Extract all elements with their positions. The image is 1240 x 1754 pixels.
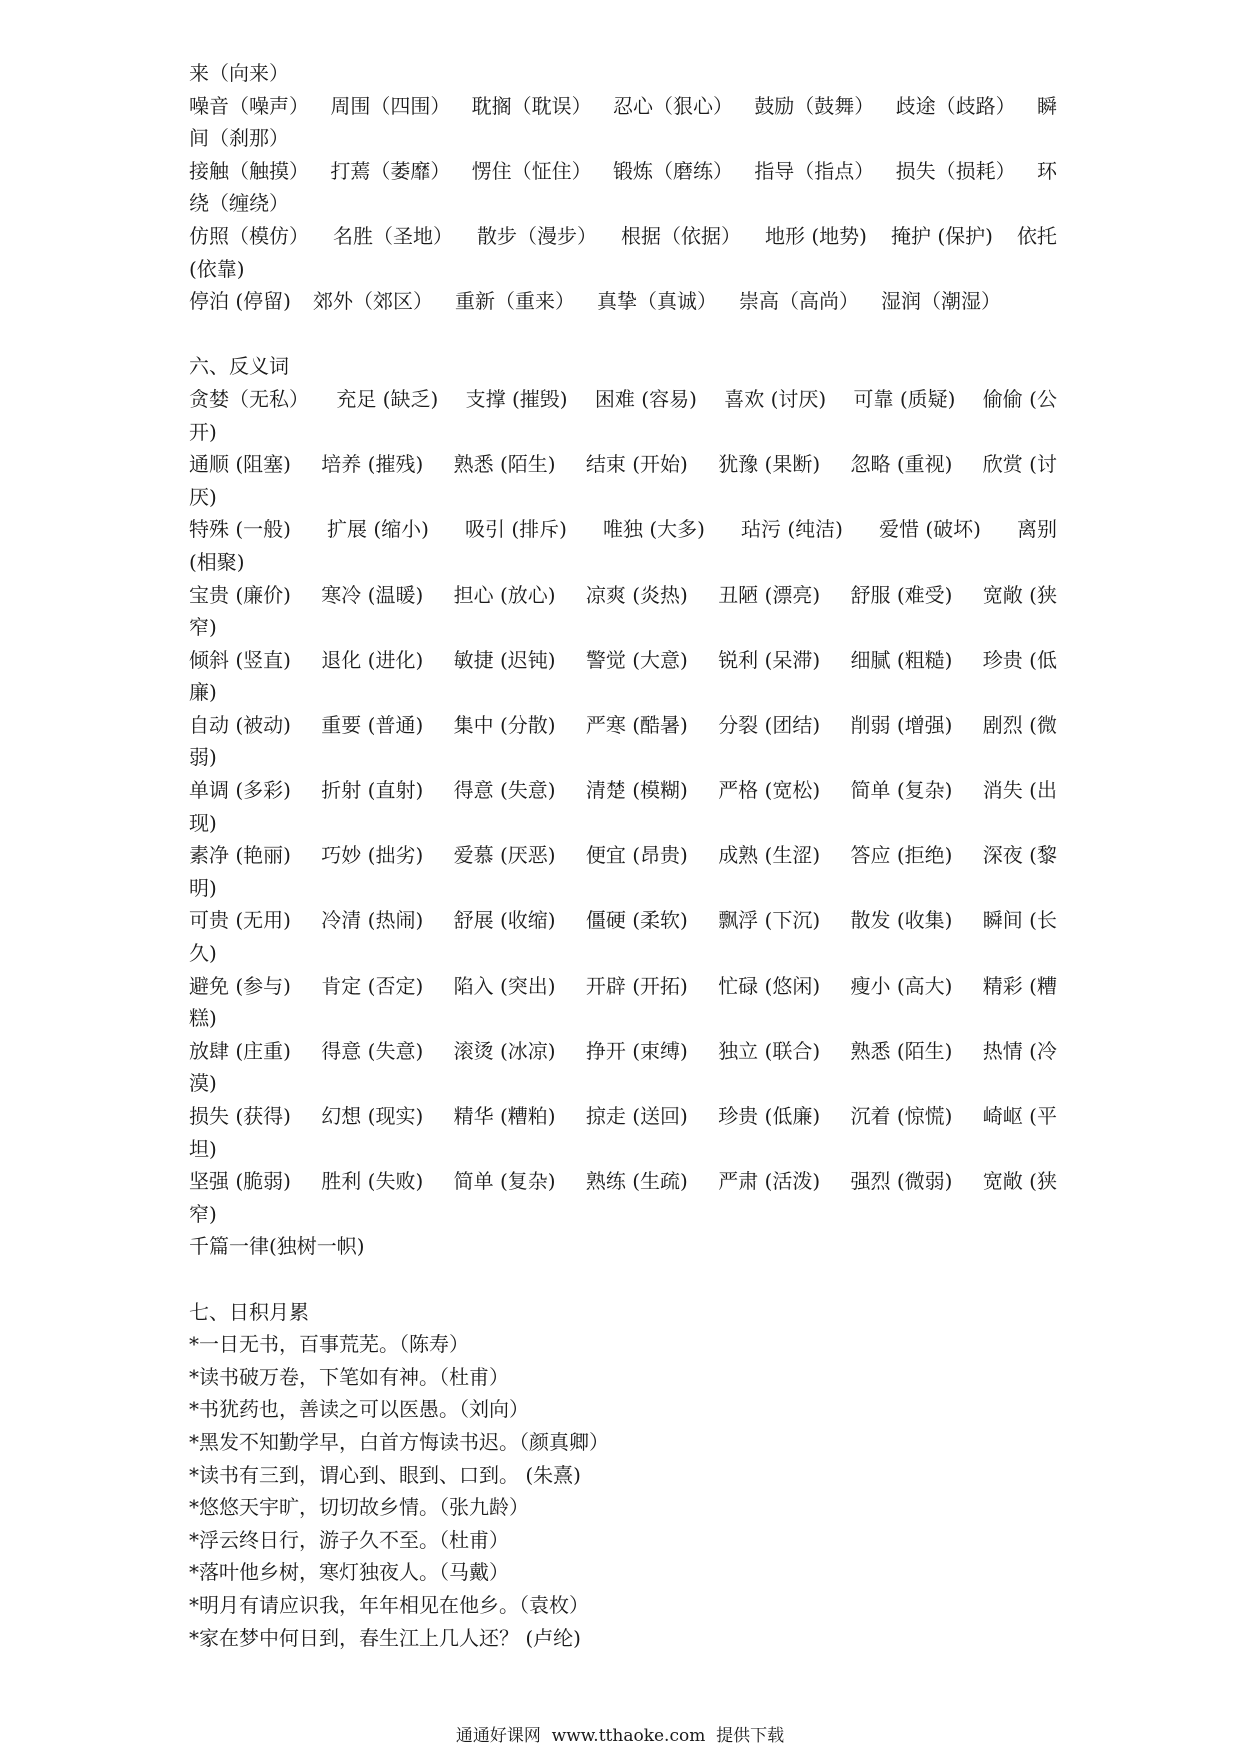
quote-line [189,1491,1057,1524]
synonym-line [189,90,1057,123]
word-pair: 爱惜 (破坏) [879,517,981,542]
word-pair: 现) [189,810,217,835]
word-pair: 通顺 (阻塞) [189,452,291,477]
word-pair: 漠) [189,1071,217,1096]
word-pair: 掠走 (送回) [585,1104,688,1128]
antonym-line [189,1035,1057,1068]
accumulation-section [189,1328,1057,1654]
antonym-line [189,611,1057,644]
word-pair: 独立 (联合) [718,1038,821,1063]
antonym-line [189,416,1057,449]
word-pair: 重新（重来） [454,289,575,314]
word-pair: 宝贵 (廉价) [189,582,291,607]
word-pair: 宽敞 (狭 [982,1169,1057,1194]
word-pair: 答应 (拒绝) [850,843,953,868]
word-pair: 折射 (直射) [321,778,424,803]
word-pair: 集中 (分散) [453,712,556,737]
word-pair: 窄) [189,1201,217,1226]
word-pair: 胜利 (失败) [321,1169,424,1194]
word-pair: 扩展 (缩小) [327,517,429,542]
quote-line [189,1328,1057,1361]
word-pair: 退化 (进化) [321,647,424,672]
word-pair: 飘浮 (下沉) [718,908,821,933]
word-pair: 严寒 (酷暑) [585,712,688,737]
word-pair: 精华 (糟粕) [453,1104,556,1128]
word-pair: 崎岖 (平 [982,1104,1057,1128]
word-pair: 偷偷 (公 [982,386,1057,411]
word-pair: 挣开 (束缚) [585,1038,688,1063]
word-pair: 熟练 (生疏) [585,1169,688,1194]
antonym-line [189,872,1057,905]
quote-line [189,1524,1057,1557]
word-pair: 忽略 (重视) [850,452,953,477]
word-pair: 瘦小 (高大) [850,973,953,998]
antonyms-heading: 六、反义词 [189,354,289,379]
word-pair: 滚烫 (冰凉) [453,1038,556,1063]
word-pair: 肯定 (否定) [321,973,424,998]
word-pair: 耽搁（耽误） [471,93,592,118]
word-pair: 丑陋 (漂亮) [718,582,821,607]
word-pair: 锻炼（磨练） [612,158,733,183]
word-pair: 警觉 (大意) [585,647,688,672]
antonym-line [189,970,1057,1003]
quote-line [189,1589,1057,1622]
synonym-line [189,253,1057,286]
synonym-line [189,122,1057,155]
word-pair: 简单 (复杂) [453,1169,556,1194]
word-pair: 爱慕 (厌恶) [453,843,556,868]
word-pair: 陷入 (突出) [453,973,556,998]
quote-text: *书犹药也，善读之可以医愚。（刘向） [189,1397,529,1422]
word-pair: 熟悉 (陌生) [453,452,556,477]
word-pair: 培养 (摧残) [321,452,424,477]
word-pair: 寒冷 (温暖) [321,582,424,607]
quote-text: *浮云终日行，游子久不至。（杜甫） [189,1527,509,1552]
word-pair: 忙碌 (悠闲) [718,973,821,998]
word-pair: 郊外（郊区） [312,289,433,314]
word-pair: 支撑 (摧毁) [465,386,568,411]
antonym-line [189,1002,1057,1035]
word-pair: 瞬 [1036,93,1057,118]
antonym-line [189,807,1057,840]
word-pair: 指导（指点） [754,158,875,183]
word-pair: 敏捷 (迟钝) [453,647,556,672]
word-pair: 得意 (失意) [453,778,556,803]
word-pair: 名胜（圣地） [333,223,453,248]
word-pair: 僵硬 (柔软) [585,908,688,933]
quote-line [189,1622,1057,1655]
word-pair: 依托 [1016,223,1057,248]
quote-line [189,1426,1057,1459]
antonym-line [189,1198,1057,1231]
word-pair: (依靠) [189,256,245,281]
word-pair: 舒展 (收缩) [453,908,556,933]
word-pair: 便宜 (昂贵) [585,843,688,868]
quote-text: *黑发不知勤学早，白首方悔读书迟。（颜真卿） [189,1429,609,1454]
word-pair: 严肃 (活泼) [718,1169,821,1194]
synonyms-section [189,57,1057,318]
word-pair: 地形 (地势) [765,223,867,248]
word-pair: 廉) [189,680,217,705]
antonym-line [189,904,1057,937]
antonym-line [189,546,1057,579]
word-pair: 简单 (复杂) [850,778,953,803]
antonym-line [189,1133,1057,1166]
word-pair: 舒服 (难受) [850,582,953,607]
word-pair: 开辟 (开拓) [585,973,688,998]
word-pair: 沉着 (惊慌) [850,1104,953,1128]
word-pair: 深夜 (黎 [982,843,1057,868]
word-pair: 削弱 (增强) [850,712,953,737]
quote-text: *一日无书，百事荒芜。（陈寿） [189,1332,469,1357]
antonym-line [189,839,1057,872]
word-pair: 冷清 (热闹) [321,908,424,933]
word-pair: 来（向来） [189,61,289,85]
quote-line [189,1393,1057,1426]
word-pair: 熟悉 (陌生) [850,1038,953,1063]
word-pair: 幻想 (现实) [321,1104,424,1128]
word-pair: 可靠 (质疑) [853,386,956,411]
word-pair: 损失 (获得) [189,1104,291,1128]
word-pair: 锐利 (呆滞) [718,647,821,672]
word-pair: 环 [1036,158,1057,183]
word-pair: 损失（损耗） [895,158,1016,183]
word-pair: 糕) [189,1006,217,1031]
word-pair: 放肆 (庄重) [189,1038,291,1063]
quote-text: *读书有三到，谓心到、眼到、口到。 (朱熹) [189,1462,581,1487]
word-pair: 消失 (出 [982,778,1057,803]
word-pair: 鼓励（鼓舞） [754,93,875,118]
word-pair: 素净 (艳丽) [189,843,291,868]
word-pair: 千篇一律(独树一帜) [189,1234,365,1259]
page-footer: 通通好课网 www.tthaoke.com 提供下载 [455,1726,785,1746]
synonym-line [189,57,1057,90]
antonym-line [189,448,1057,481]
word-pair: 打蔫（萎靡） [330,158,451,183]
antonym-line [189,676,1057,709]
quote-text: *落叶他乡树，寒灯独夜人。（马戴） [189,1560,509,1585]
synonym-line [189,155,1057,188]
word-pair: 坚强 (脆弱) [189,1169,291,1194]
blank-line [189,1263,1057,1296]
word-pair: 困难 (容易) [594,386,697,411]
word-pair: 剧烈 (微 [982,712,1057,737]
word-pair: 结束 (开始) [585,452,688,477]
accumulation-heading: 七、日积月累 [189,1299,309,1324]
word-pair: 吸引 (排斥) [465,517,567,542]
antonym-line [189,1165,1057,1198]
word-pair: (相聚) [189,549,245,574]
antonym-line [189,579,1057,612]
word-pair: 唯独 (大多) [603,517,705,542]
quote-line [189,1459,1057,1492]
quote-text: *家在梦中何日到，春生江上几人还？ (卢纶) [189,1625,581,1650]
quote-text: *读书破万卷，下笔如有神。（杜甫） [189,1364,509,1389]
word-pair: 离别 [1017,517,1057,542]
word-pair: 厌) [189,484,217,509]
word-pair: 歧途（歧路） [895,93,1016,118]
word-pair: 巧妙 (拙劣) [321,843,424,868]
word-pair: 成熟 (生涩) [718,843,821,868]
word-pair: 湿润（潮湿） [880,289,1001,314]
antonym-line [189,481,1057,514]
antonym-line [189,741,1057,774]
word-pair: 避免 (参与) [189,973,291,998]
word-pair: 停泊 (停留) [189,289,291,314]
word-pair: 自动 (被动) [189,712,291,737]
word-pair: 愣住（怔住） [471,158,592,183]
antonym-line [189,709,1057,742]
word-pair: 接触（触摸） [189,158,309,183]
antonym-line [189,1100,1057,1133]
word-pair: 噪音（噪声） [189,93,309,118]
word-pair: 真挚（真诚） [596,289,717,314]
word-pair: 重要 (普通) [321,712,424,737]
antonym-line [189,1067,1057,1100]
word-pair: 强烈 (微弱) [850,1169,953,1194]
word-pair: 窄) [189,615,217,640]
word-pair: 宽敞 (狭 [982,582,1057,607]
word-pair: 热情 (冷 [982,1038,1057,1063]
word-pair: 瞬间 (长 [982,908,1057,933]
antonyms-section [189,383,1057,1263]
antonym-line [189,1230,1057,1263]
blank-line [189,318,1057,351]
word-pair: 担心 (放心) [453,582,556,607]
word-pair: 充足 (缺乏) [336,386,439,411]
word-pair: 坦) [189,1136,217,1161]
page-content [189,57,1057,1654]
quote-text: *悠悠天宇旷，切切故乡情。（张九龄） [189,1495,529,1520]
antonym-line [189,513,1057,546]
word-pair: 犹豫 (果断) [718,452,821,477]
word-pair: 散步（漫步） [477,223,597,248]
word-pair: 细腻 (粗糙) [850,647,953,672]
word-pair: 倾斜 (竖直) [189,647,291,672]
synonym-line [189,220,1057,253]
word-pair: 喜欢 (讨厌) [724,386,827,411]
word-pair: 间（刹那） [189,126,289,151]
word-pair: 掩护 (保护) [890,223,993,248]
word-pair: 仿照（模仿） [189,223,309,248]
word-pair: 单调 (多彩) [189,778,291,803]
word-pair: 欣赏 (讨 [982,452,1057,477]
synonym-line [189,187,1057,220]
word-pair: 开) [189,419,217,444]
antonym-line [189,644,1057,677]
quote-text: *明月有请应识我，年年相见在他乡。（袁枚） [189,1592,589,1617]
word-pair: 周围（四围） [330,93,451,118]
quote-line [189,1556,1057,1589]
antonym-line [189,383,1057,416]
antonym-line [189,937,1057,970]
word-pair: 玷污 (纯洁) [741,517,843,542]
synonym-line [189,285,1057,318]
word-pair: 凉爽 (炎热) [585,582,688,607]
word-pair: 珍贵 (低 [982,647,1057,672]
word-pair: 严格 (宽松) [718,778,821,803]
word-pair: 弱) [189,745,217,770]
word-pair: 贪婪（无私） [189,386,309,411]
word-pair: 散发 (收集) [850,908,953,933]
word-pair: 可贵 (无用) [189,908,291,933]
word-pair: 根据（依据） [621,223,741,248]
word-pair: 久) [189,941,217,966]
word-pair: 特殊 (一般) [189,517,291,542]
word-pair: 崇高（高尚） [738,289,859,314]
word-pair: 得意 (失意) [321,1038,424,1063]
word-pair: 分裂 (团结) [718,712,821,737]
word-pair: 明) [189,875,217,900]
word-pair: 绕（缠绕） [189,191,289,216]
quote-line [189,1361,1057,1394]
antonym-line [189,774,1057,807]
word-pair: 珍贵 (低廉) [718,1104,821,1128]
word-pair: 清楚 (模糊) [585,778,688,803]
word-pair: 忍心（狠心） [612,93,733,118]
word-pair: 精彩 (糟 [982,973,1057,998]
